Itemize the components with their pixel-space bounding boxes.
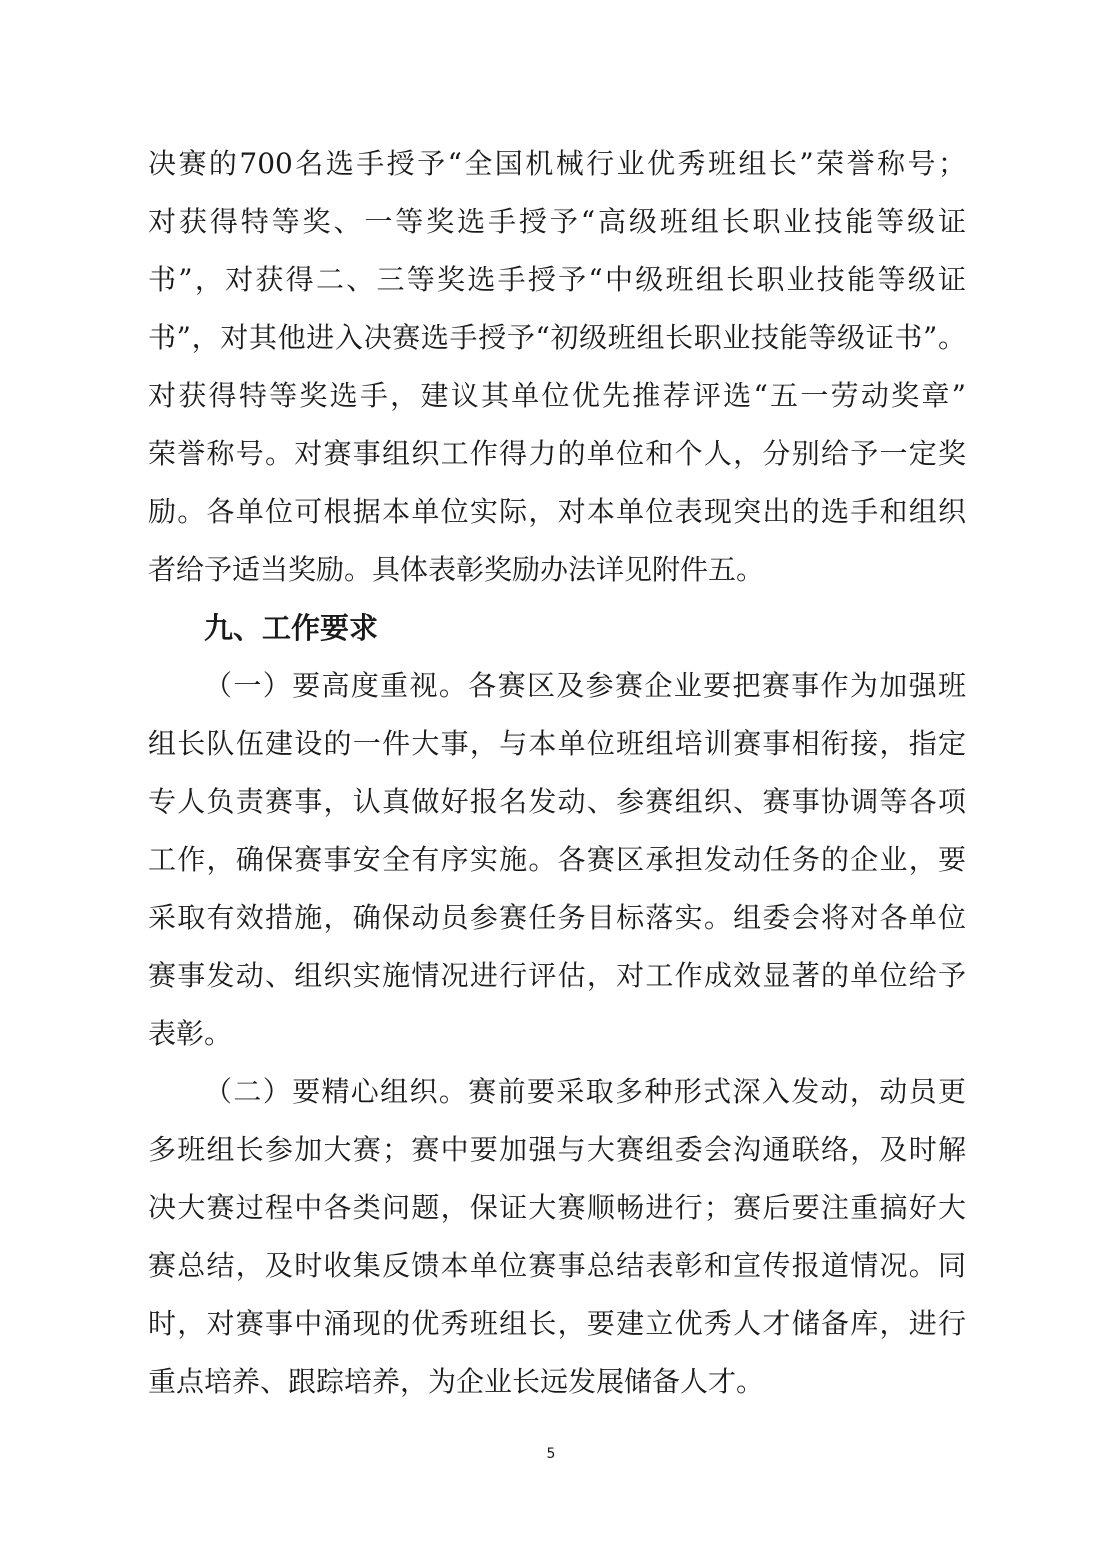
section-heading: 九、工作要求 (204, 611, 379, 645)
text-line: 组长队伍建设的一件大事，与本单位班组培训赛事相衔接，指定 (148, 727, 966, 760)
paragraph-careful-organization (148, 1067, 966, 1415)
text-line: （二）要精心组织。赛前要采取多种形式深入发动，动员更 (204, 1075, 966, 1108)
text-line: 者给予适当奖励。具体表彰奖励办法详见附件五。 (148, 553, 765, 586)
text-line: 专人负责赛事，认真做好报名发动、参赛组织、赛事协调等各项 (148, 785, 966, 818)
text-line: 荣誉称号。对赛事组织工作得力的单位和个人，分别给予一定奖 (148, 437, 966, 470)
text-line: （一）要高度重视。各赛区及参赛企业要把赛事作为加强班 (204, 669, 966, 702)
document-body (148, 139, 966, 1415)
text-line: 时，对赛事中涌现的优秀班组长，要建立优秀人才储备库，进行 (148, 1307, 966, 1340)
text-line: 赛事发动、组织实施情况进行评估，对工作成效显著的单位给予 (148, 959, 966, 992)
paragraph-high-attention (148, 661, 966, 1067)
text-line: 对获得特等奖选手，建议其单位优先推荐评选“五一劳动奖章” (148, 379, 966, 412)
page-number: 5 (546, 1446, 556, 1462)
paragraph-awards (148, 139, 966, 603)
text-line: 表彰。 (148, 1017, 233, 1050)
text-line: 书”，对其他进入决赛选手授予“初级班组长职业技能等级证书”。 (148, 321, 966, 354)
text-line: 对获得特等奖、一等奖选手授予“高级班组长职业技能等级证 (148, 205, 966, 238)
text-line: 采取有效措施，确保动员参赛任务目标落实。组委会将对各单位 (148, 901, 966, 934)
text-line: 工作，确保赛事安全有序实施。各赛区承担发动任务的企业，要 (148, 843, 966, 876)
text-line: 励。各单位可根据本单位实际，对本单位表现突出的选手和组织 (148, 495, 966, 528)
text-line: 决大赛过程中各类问题，保证大赛顺畅进行；赛后要注重搞好大 (148, 1191, 966, 1224)
text-line: 多班组长参加大赛；赛中要加强与大赛组委会沟通联络，及时解 (148, 1133, 966, 1166)
text-line: 赛总结，及时收集反馈本单位赛事总结表彰和宣传报道情况。同 (148, 1249, 966, 1282)
text-line: 重点培养、跟踪培养，为企业长远发展储备人才。 (148, 1365, 765, 1398)
text-line: 书”，对获得二、三等奖选手授予“中级班组长职业技能等级证 (148, 263, 966, 296)
text-line: 决赛的700名选手授予“全国机械行业优秀班组长”荣誉称号； (148, 147, 966, 180)
